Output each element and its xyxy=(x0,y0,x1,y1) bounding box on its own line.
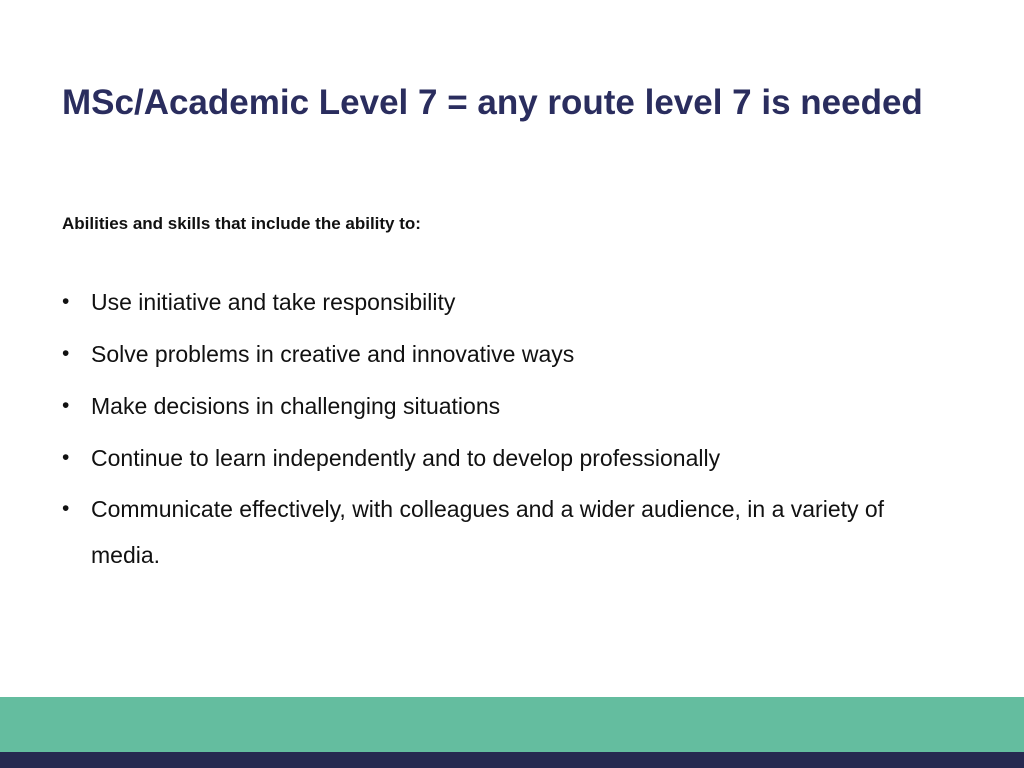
decorative-footer-bar xyxy=(0,752,1024,768)
bullet-text: Use initiative and take responsibility xyxy=(91,289,456,315)
bullet-item xyxy=(62,336,902,372)
bullet-text: Communicate effectively, with colleagues and a wider audience, in a variety of media. xyxy=(91,496,885,568)
bullet-icon: • xyxy=(62,446,70,469)
bullet-item xyxy=(62,440,902,476)
bullet-item xyxy=(62,284,902,320)
bullet-text: Solve problems in creative and innovative ways xyxy=(91,341,575,367)
slide-title: MSc/Academic Level 7 = any route level 7 is needed xyxy=(62,83,923,122)
decorative-green-band xyxy=(0,697,1024,752)
bullet-icon: • xyxy=(62,497,70,520)
bullet-icon: • xyxy=(62,290,70,313)
bullet-item xyxy=(62,388,902,424)
bullet-list xyxy=(62,284,902,594)
bullet-text: Make decisions in challenging situations xyxy=(91,393,501,419)
bullet-icon: • xyxy=(62,342,70,365)
bullet-text: Continue to learn independently and to develop professionally xyxy=(91,445,721,471)
slide-subtitle: Abilities and skills that include the ability to: xyxy=(62,214,421,233)
bullet-icon: • xyxy=(62,394,70,417)
bullet-item xyxy=(62,486,902,578)
